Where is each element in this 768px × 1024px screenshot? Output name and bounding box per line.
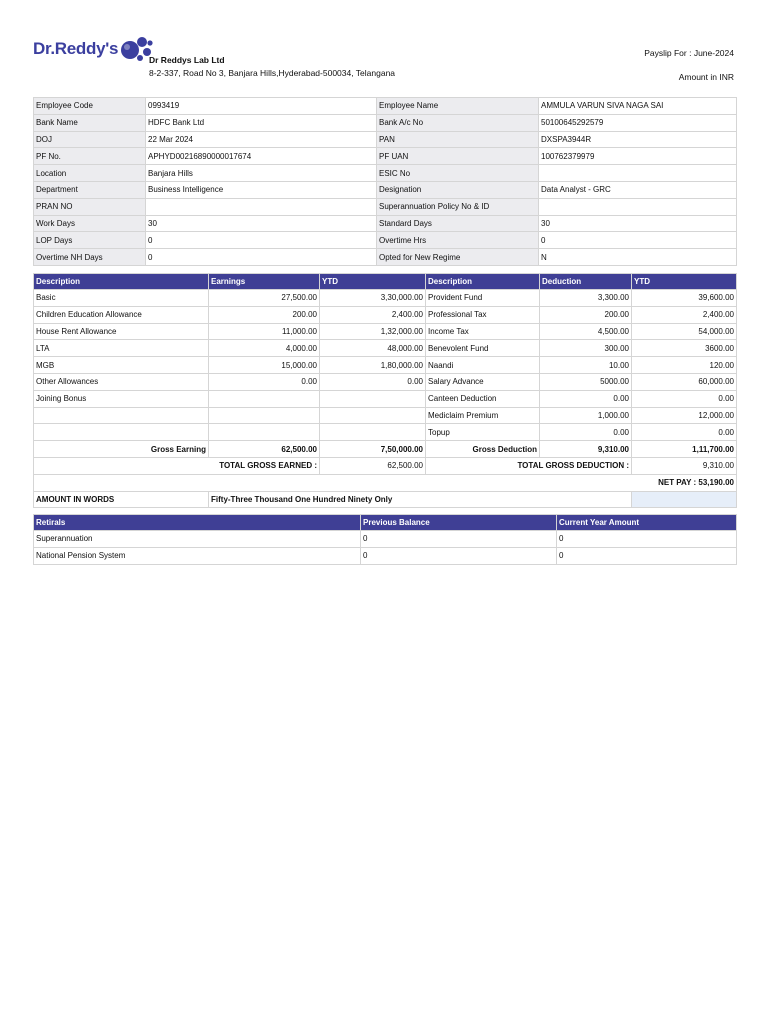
earning-amount: 0.00 (209, 373, 320, 390)
field-label: Bank A/c No (377, 114, 539, 131)
earning-ytd (320, 390, 426, 407)
gross-deduction: 9,310.00 (540, 441, 632, 458)
field-label: Work Days (34, 215, 146, 232)
pay-row (34, 407, 737, 424)
gross-row (34, 441, 737, 458)
pay-header-row (34, 274, 737, 290)
earnings-deductions-table (33, 273, 737, 508)
gross-earning-ytd: 7,50,000.00 (320, 441, 426, 458)
payslip-period: Payslip For : June-2024 (644, 48, 734, 58)
deduction-amount: 0.00 (540, 424, 632, 441)
field-value: 0 (146, 232, 377, 249)
gross-deduction-ytd: 1,11,700.00 (632, 441, 737, 458)
employee-info-row (34, 249, 737, 266)
field-label: DOJ (34, 131, 146, 148)
deduction-ytd: 0.00 (632, 424, 737, 441)
company-name: Dr Reddys Lab Ltd (149, 55, 225, 65)
earning-amount: 200.00 (209, 306, 320, 323)
deduction-description: Naandi (426, 357, 540, 374)
col-ded-description: Description (426, 274, 540, 290)
pay-row (34, 306, 737, 323)
deduction-description: Provident Fund (426, 290, 540, 307)
pay-row (34, 424, 737, 441)
amount-in-words-label: AMOUNT IN WORDS (34, 491, 209, 508)
retirals-row (34, 531, 737, 548)
deduction-description: Income Tax (426, 323, 540, 340)
deduction-description: Salary Advance (426, 373, 540, 390)
earning-description: MGB (34, 357, 209, 374)
earning-ytd: 1,80,000.00 (320, 357, 426, 374)
deduction-amount: 10.00 (540, 357, 632, 374)
earning-description: LTA (34, 340, 209, 357)
field-label: Superannuation Policy No & ID (377, 198, 539, 215)
earning-amount (209, 390, 320, 407)
deduction-ytd: 120.00 (632, 357, 737, 374)
field-value: HDFC Bank Ltd (146, 114, 377, 131)
earning-description (34, 407, 209, 424)
total-gross-deduction: 9,310.00 (632, 457, 737, 474)
field-label: PRAN NO (34, 198, 146, 215)
employee-info-table (33, 97, 737, 266)
retiral-current-year-amount: 0 (557, 531, 737, 548)
field-value (146, 198, 377, 215)
earning-amount (209, 407, 320, 424)
retiral-current-year-amount: 0 (557, 547, 737, 564)
logo-text: Dr.Reddy's (33, 39, 119, 58)
earning-description: Children Education Allowance (34, 306, 209, 323)
field-value (539, 165, 737, 182)
field-label: Overtime NH Days (34, 249, 146, 266)
net-pay-value: 53,190.00 (698, 478, 734, 488)
retiral-name: National Pension System (34, 547, 361, 564)
field-label: Employee Name (377, 98, 539, 115)
retiral-previous-balance: 0 (361, 531, 557, 548)
field-value: 30 (146, 215, 377, 232)
deduction-ytd: 54,000.00 (632, 323, 737, 340)
deduction-amount: 200.00 (540, 306, 632, 323)
field-value: AMMULA VARUN SIVA NAGA SAI (539, 98, 737, 115)
pay-row (34, 373, 737, 390)
deduction-ytd: 39,600.00 (632, 290, 737, 307)
field-label: Employee Code (34, 98, 146, 115)
employee-info-row (34, 181, 737, 198)
employee-info-row (34, 148, 737, 165)
employee-info-row (34, 198, 737, 215)
field-value: Banjara Hills (146, 165, 377, 182)
field-value: DXSPA3944R (539, 131, 737, 148)
field-value (539, 198, 737, 215)
earning-description (34, 424, 209, 441)
gross-earning: 62,500.00 (209, 441, 320, 458)
deduction-description: Professional Tax (426, 306, 540, 323)
deduction-ytd: 3600.00 (632, 340, 737, 357)
field-label: Overtime Hrs (377, 232, 539, 249)
deduction-amount: 0.00 (540, 390, 632, 407)
field-value: APHYD00216890000017674 (146, 148, 377, 165)
col-previous-balance: Previous Balance (361, 515, 557, 531)
field-label: PF UAN (377, 148, 539, 165)
field-value: 0 (539, 232, 737, 249)
earning-amount (209, 424, 320, 441)
retirals-table (33, 514, 737, 565)
col-current-year-amount: Current Year Amount (557, 515, 737, 531)
amount-in-words: Fifty-Three Thousand One Hundred Ninety Only (209, 491, 632, 508)
total-gross-row (34, 457, 737, 474)
col-ded-ytd: YTD (632, 274, 737, 290)
deduction-amount: 5000.00 (540, 373, 632, 390)
deduction-ytd: 0.00 (632, 390, 737, 407)
currency-note: Amount in INR (678, 72, 734, 82)
employee-info-row (34, 114, 737, 131)
deduction-ytd: 2,400.00 (632, 306, 737, 323)
deduction-ytd: 60,000.00 (632, 373, 737, 390)
earning-ytd: 48,000.00 (320, 340, 426, 357)
earning-amount: 15,000.00 (209, 357, 320, 374)
field-value: 100762379979 (539, 148, 737, 165)
payslip-header (33, 30, 736, 90)
earning-amount: 27,500.00 (209, 290, 320, 307)
earning-description: Other Allowances (34, 373, 209, 390)
deduction-amount: 4,500.00 (540, 323, 632, 340)
retiral-previous-balance: 0 (361, 547, 557, 564)
earning-ytd: 3,30,000.00 (320, 290, 426, 307)
gross-deduction-label: Gross Deduction (426, 441, 540, 458)
field-value: 50100645292579 (539, 114, 737, 131)
employee-info-row (34, 165, 737, 182)
field-value: Data Analyst - GRC (539, 181, 737, 198)
field-label: PAN (377, 131, 539, 148)
field-label: LOP Days (34, 232, 146, 249)
pay-row (34, 390, 737, 407)
col-retirals: Retirals (34, 515, 361, 531)
earning-ytd (320, 424, 426, 441)
gross-earning-label: Gross Earning (34, 441, 209, 458)
net-pay (34, 474, 737, 491)
earning-amount: 4,000.00 (209, 340, 320, 357)
deduction-description: Topup (426, 424, 540, 441)
employee-info-row (34, 215, 737, 232)
retirals-header-row (34, 515, 737, 531)
earning-amount: 11,000.00 (209, 323, 320, 340)
field-value: 22 Mar 2024 (146, 131, 377, 148)
deduction-description: Canteen Deduction (426, 390, 540, 407)
total-gross-earned: 62,500.00 (320, 457, 426, 474)
field-value: 0993419 (146, 98, 377, 115)
pay-row (34, 290, 737, 307)
amount-in-words-blank (632, 491, 737, 508)
col-earn-ytd: YTD (320, 274, 426, 290)
net-pay-label: NET PAY : (658, 478, 697, 488)
employee-info-row (34, 131, 737, 148)
field-label: Opted for New Regime (377, 249, 539, 266)
employee-info-row (34, 232, 737, 249)
pay-row (34, 357, 737, 374)
field-value: 30 (539, 215, 737, 232)
earning-ytd: 1,32,000.00 (320, 323, 426, 340)
pay-row (34, 323, 737, 340)
field-label: Department (34, 181, 146, 198)
retirals-row (34, 547, 737, 564)
earning-description: House Rent Allowance (34, 323, 209, 340)
deduction-amount: 1,000.00 (540, 407, 632, 424)
deduction-ytd: 12,000.00 (632, 407, 737, 424)
company-logo (33, 34, 154, 64)
earning-ytd: 2,400.00 (320, 306, 426, 323)
amount-in-words-row (34, 491, 737, 508)
field-label: Location (34, 165, 146, 182)
col-deduction: Deduction (540, 274, 632, 290)
field-label: Designation (377, 181, 539, 198)
earning-ytd: 0.00 (320, 373, 426, 390)
retiral-name: Superannuation (34, 531, 361, 548)
deduction-amount: 300.00 (540, 340, 632, 357)
net-pay-row (34, 474, 737, 491)
field-value: 0 (146, 249, 377, 266)
earning-ytd (320, 407, 426, 424)
field-value: N (539, 249, 737, 266)
company-info (149, 54, 395, 80)
field-label: ESIC No (377, 165, 539, 182)
field-label: PF No. (34, 148, 146, 165)
total-gross-deduction-label: TOTAL GROSS DEDUCTION : (426, 457, 632, 474)
field-value: Business Intelligence (146, 181, 377, 198)
earning-description: Basic (34, 290, 209, 307)
earning-description: Joining Bonus (34, 390, 209, 407)
deduction-amount: 3,300.00 (540, 290, 632, 307)
pay-row (34, 340, 737, 357)
company-address: 8-2-337, Road No 3, Banjara Hills,Hyderabad-500034, Telangana (149, 68, 396, 78)
employee-info-row (34, 98, 737, 115)
field-label: Standard Days (377, 215, 539, 232)
field-label: Bank Name (34, 114, 146, 131)
col-earnings: Earnings (209, 274, 320, 290)
deduction-description: Benevolent Fund (426, 340, 540, 357)
col-earn-description: Description (34, 274, 209, 290)
deduction-description: Mediclaim Premium (426, 407, 540, 424)
total-gross-earned-label: TOTAL GROSS EARNED : (34, 457, 320, 474)
